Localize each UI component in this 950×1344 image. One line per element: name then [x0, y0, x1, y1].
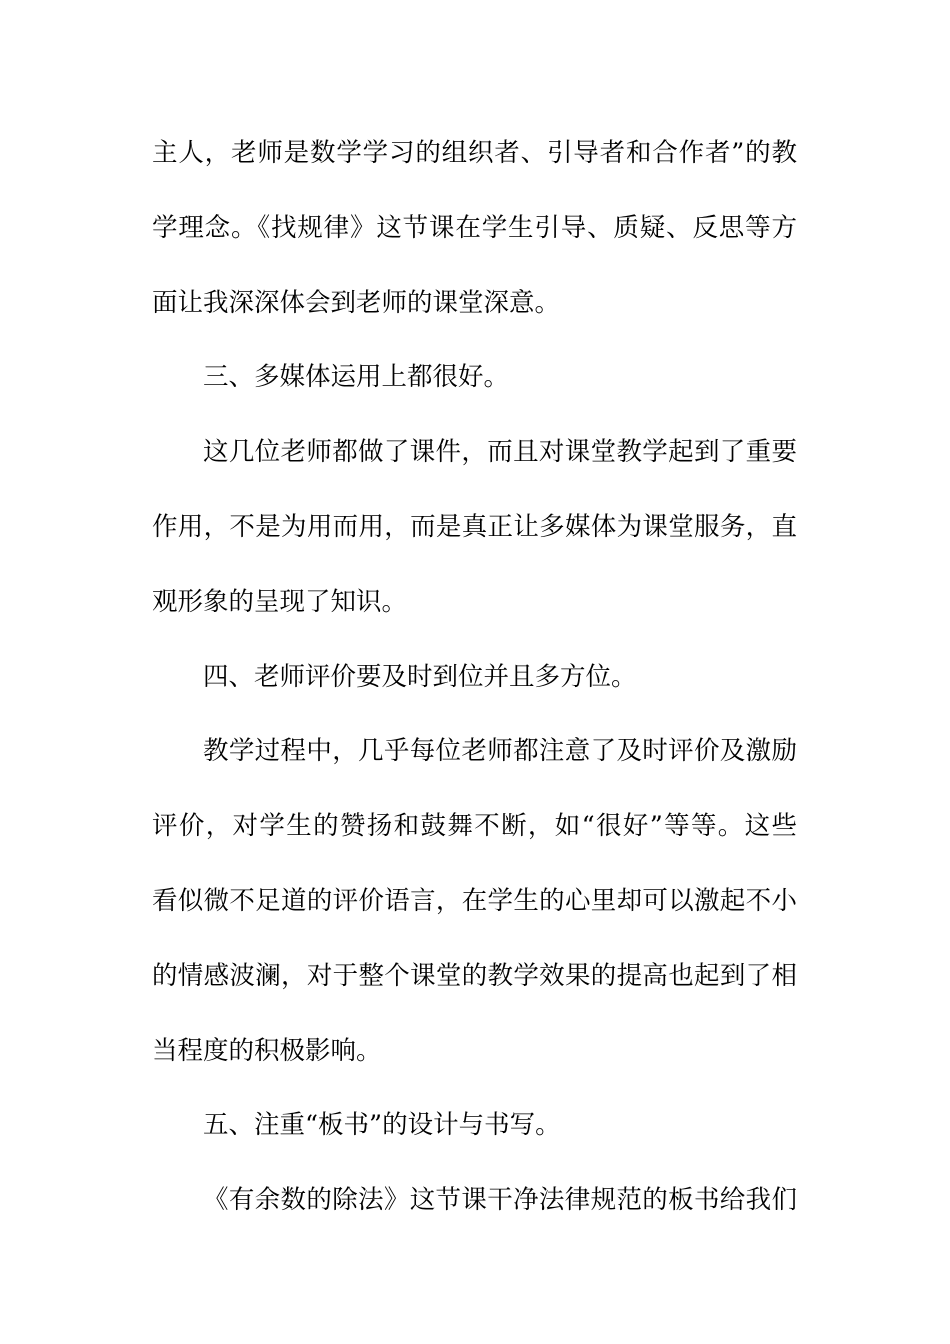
section-heading: 三、多媒体运用上都很好。	[203, 362, 510, 393]
text-line: 当程度的积极影响。	[152, 1035, 382, 1066]
text-line: 面让我深深体会到老师的课堂深意。	[152, 287, 561, 318]
text-line: 主人，老师是数学学习的组织者、引导者和合作者”的教	[152, 138, 797, 168]
text-line: 观形象的呈现了知识。	[152, 586, 408, 617]
text-line: 学理念。《找规律》这节课在学生引导、质疑、反思等方	[152, 212, 797, 243]
text-line: 看似微不足道的评价语言，在学生的心里却可以激起不小	[152, 885, 797, 916]
text-line: 评价，对学生的赞扬和鼓舞不断，如“很好”等等。这些	[152, 811, 797, 842]
section-heading: 四、老师评价要及时到位并且多方位。	[203, 661, 637, 692]
text-line: 的情感波澜，对于整个课堂的教学效果的提高也起到了相	[152, 960, 797, 991]
text-line: 这几位老师都做了课件，而且对课堂教学起到了重要	[203, 437, 797, 468]
text-line: 《有余数的除法》这节课干净法律规范的板书给我们	[203, 1185, 797, 1216]
text-line: 作用，不是为用而用，而是真正让多媒体为课堂服务，直	[152, 511, 797, 542]
text-line: 教学过程中，几乎每位老师都注意了及时评价及激励	[203, 736, 797, 767]
section-heading: 五、注重“板书”的设计与书写。	[203, 1110, 561, 1141]
body-text	[152, 116, 797, 1238]
